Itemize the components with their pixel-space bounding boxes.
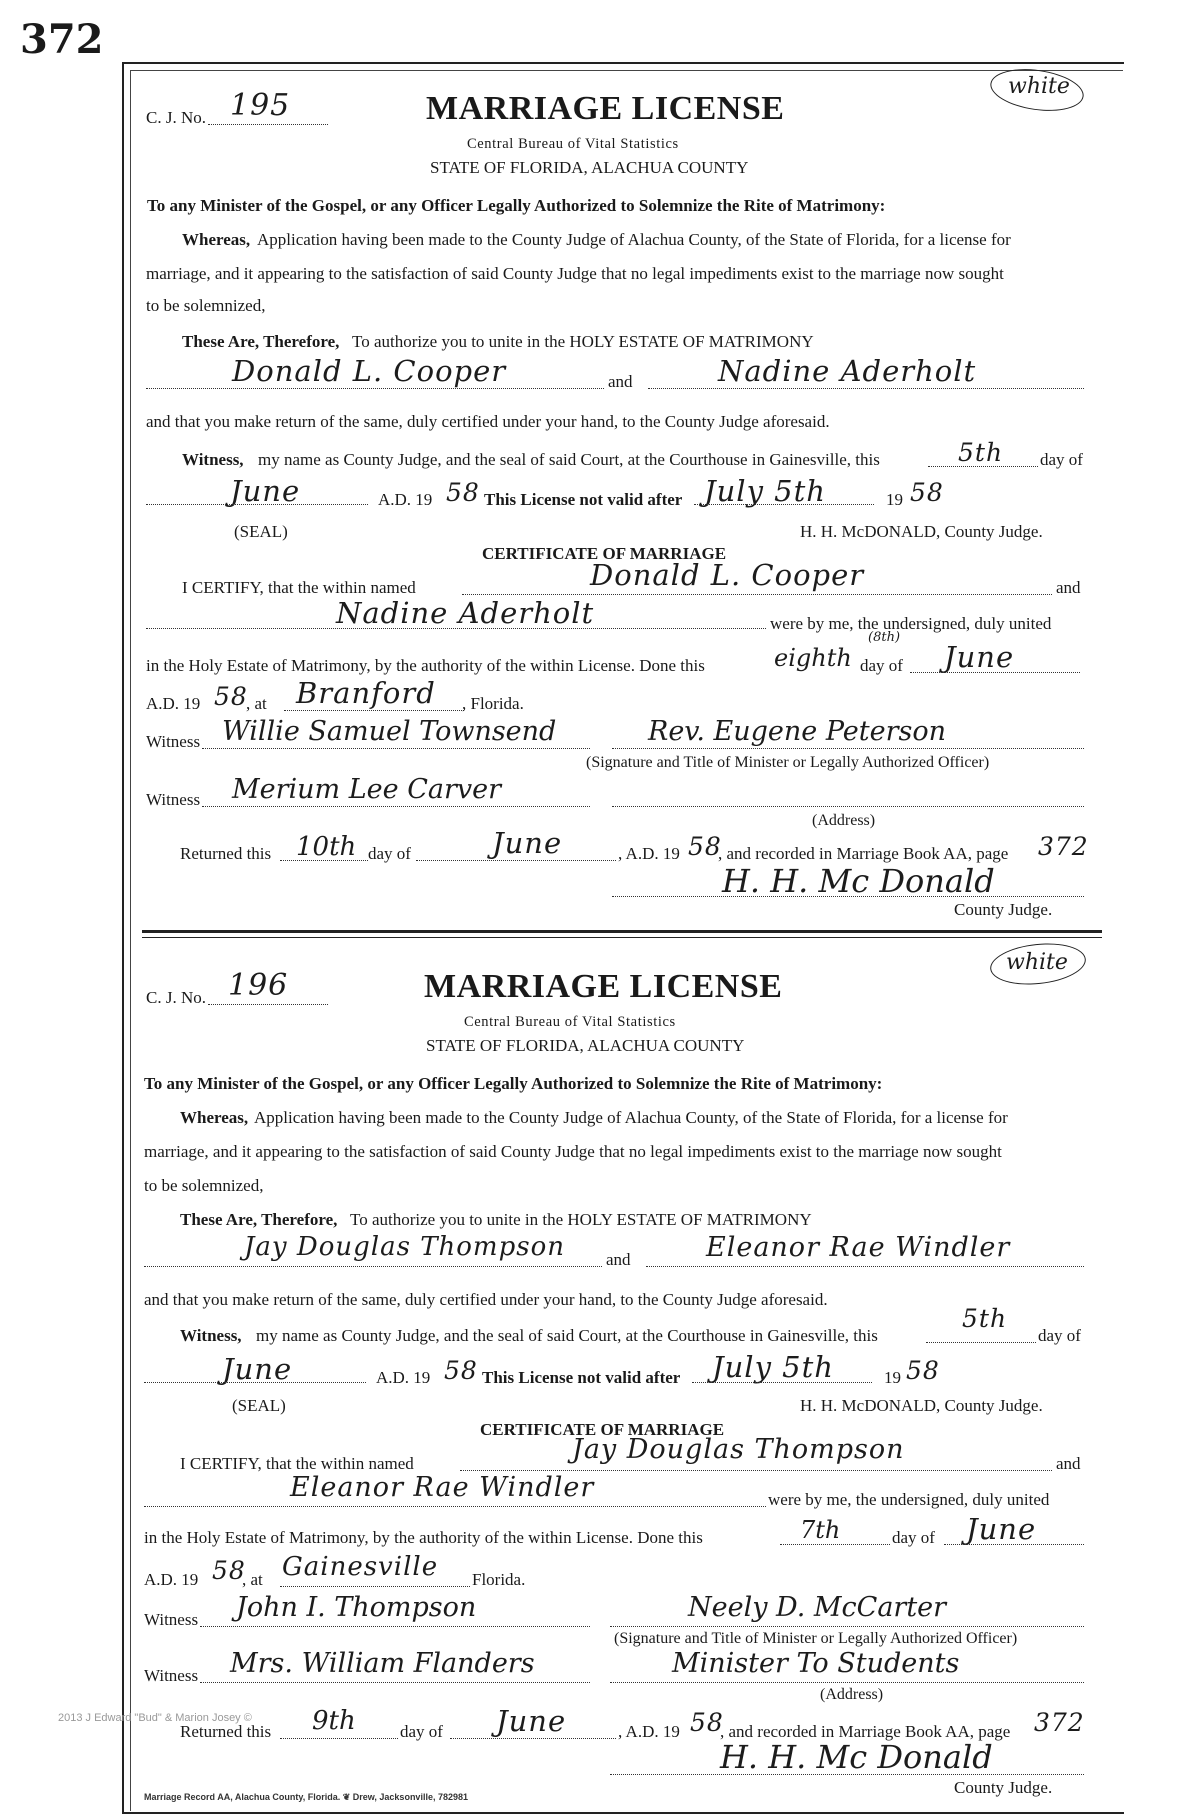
signature-title-label: (Signature and Title of Minister or Legally Authorized Officer) xyxy=(586,754,990,771)
issue-day: 5th xyxy=(958,438,1004,467)
done-day-note: (8th) xyxy=(868,630,901,645)
whereas-line-1: Application having been made to the County Judge of Alachua County, of the State of Florida, for a license for xyxy=(254,1108,1008,1127)
seal-label: (SEAL) xyxy=(232,1396,286,1415)
florida-word: Florida. xyxy=(472,1570,526,1589)
address-line: To any Minister of the Gospel, or any Officer Legally Authorized to Solemnize the Rite of Matrimony: xyxy=(147,196,886,215)
cert-groom: Donald L. Cooper xyxy=(590,558,865,592)
these-are-label: These Are, Therefore, xyxy=(180,1210,338,1229)
race-note: white xyxy=(1008,74,1070,99)
valid-year: 58 xyxy=(906,1356,940,1385)
address-label: (Address) xyxy=(820,1686,884,1703)
cert-and: and xyxy=(1056,1454,1081,1473)
were-by-me: were by me, the undersigned, duly united xyxy=(768,1490,1050,1509)
certificate-title: CERTIFICATE OF MARRIAGE xyxy=(482,544,727,563)
license-title: MARRIAGE LICENSE xyxy=(426,90,785,127)
witness-1-label: Witness xyxy=(146,732,201,751)
holy-estate-text: in the Holy Estate of Matrimony, by the authority of the within License. Done this xyxy=(144,1528,703,1547)
race-note-circle xyxy=(988,939,1088,989)
bureau-heading: Central Bureau of Vital Statistics xyxy=(464,1014,676,1030)
witness-bold: Witness, xyxy=(180,1326,242,1345)
returned-day: 10th xyxy=(296,832,357,862)
seal-label: (SEAL) xyxy=(234,522,288,541)
done-month: June xyxy=(966,1512,1037,1546)
returned-month: June xyxy=(496,1704,567,1738)
record-page: 372 xyxy=(1034,1708,1085,1737)
recorded-text: , and recorded in Marriage Book AA, page xyxy=(720,1722,1011,1741)
not-valid-label: This License not valid after xyxy=(482,1368,681,1387)
valid-year: 58 xyxy=(910,478,944,507)
returned-day-of: day of xyxy=(368,844,411,863)
issue-ad: A.D. 19 xyxy=(376,1368,431,1387)
groom-name: Jay Douglas Thompson xyxy=(244,1232,565,1262)
valid-until: July 5th xyxy=(704,474,826,508)
holy-estate-text: in the Holy Estate of Matrimony, by the authority of the within License. Done this xyxy=(146,656,705,675)
issue-day-of: day of xyxy=(1040,450,1083,469)
state-heading: STATE OF FLORIDA, ALACHUA COUNTY xyxy=(430,158,749,177)
returned-day-of: day of xyxy=(400,1722,443,1741)
certify-text: I CERTIFY, that the within named xyxy=(180,1454,414,1473)
issue-day-of: day of xyxy=(1038,1326,1081,1345)
valid-nineteen: 19 xyxy=(884,1368,901,1387)
were-by-me: were by me, the undersigned, duly united xyxy=(770,614,1052,633)
judge-name: H. H. McDONALD, County Judge. xyxy=(800,522,1043,541)
and-word: and xyxy=(608,372,633,391)
at-word: , at xyxy=(242,1570,263,1589)
race-note: white xyxy=(1006,950,1068,975)
witness-text: my name as County Judge, and the seal of said Court, at the Courthouse in Gainesville, this xyxy=(256,1326,878,1345)
witness-2-signature: Merium Lee Carver xyxy=(232,774,502,805)
cj-label: C. J. No. xyxy=(146,988,206,1007)
county-judge-label: County Judge. xyxy=(954,1778,1053,1797)
witness-2-label: Witness xyxy=(146,790,201,809)
license-title: MARRIAGE LICENSE xyxy=(424,968,783,1005)
witness-2-signature: Mrs. William Flanders xyxy=(230,1648,535,1679)
witness-1-label: Witness xyxy=(144,1610,199,1629)
done-ad: A.D. 19 xyxy=(144,1570,199,1589)
witness-2-label: Witness xyxy=(144,1666,199,1685)
judge-signature: H. H. Mc Donald xyxy=(720,1738,993,1776)
done-day-of: day of xyxy=(892,1528,935,1547)
signature-title-label: (Signature and Title of Minister or Legally Authorized Officer) xyxy=(614,1630,1018,1647)
whereas-line-3: to be solemnized, xyxy=(144,1176,264,1195)
witness-text: my name as County Judge, and the seal of said Court, at the Courthouse in Gainesville, this xyxy=(258,450,880,469)
done-day-of: day of xyxy=(860,656,903,675)
judge-name: H. H. McDONALD, County Judge. xyxy=(800,1396,1043,1415)
return-text: and that you make return of the same, duly certified under your hand, to the County Judge aforesaid. xyxy=(144,1290,828,1309)
valid-until: July 5th xyxy=(712,1350,834,1384)
recorded-text: , and recorded in Marriage Book AA, page xyxy=(718,844,1009,863)
marriage-place: Branford xyxy=(296,676,436,710)
returned-ad: , A.D. 19 xyxy=(618,844,680,863)
copyright-watermark: 2013 J Edward "Bud" & Marion Josey © xyxy=(58,1712,252,1724)
groom-name: Donald L. Cooper xyxy=(232,354,507,388)
bride-name: Nadine Aderholt xyxy=(718,354,977,388)
marriage-place: Gainesville xyxy=(282,1552,439,1582)
officer-signature: Neely D. McCarter xyxy=(688,1592,947,1623)
returned-year: 58 xyxy=(688,832,722,861)
certify-text: I CERTIFY, that the within named xyxy=(182,578,416,597)
address-line: To any Minister of the Gospel, or any Officer Legally Authorized to Solemnize the Rite of Matrimony: xyxy=(144,1074,883,1093)
issue-ad: A.D. 19 xyxy=(378,490,433,509)
state-heading: STATE OF FLORIDA, ALACHUA COUNTY xyxy=(426,1036,745,1055)
returned-label: Returned this xyxy=(180,1722,272,1741)
whereas-label: Whereas, xyxy=(182,230,251,249)
form-footer: Marriage Record AA, Alachua County, Florida. ❦ Drew, Jacksonville, 782981 xyxy=(144,1792,468,1802)
bride-name: Eleanor Rae Windler xyxy=(706,1232,1011,1263)
cj-number: 195 xyxy=(230,88,291,123)
cert-bride: Eleanor Rae Windler xyxy=(290,1472,595,1503)
not-valid-label: This License not valid after xyxy=(484,490,683,509)
these-are-text: To authorize you to unite in the HOLY ESTATE OF MATRIMONY xyxy=(350,1210,812,1229)
return-text: and that you make return of the same, duly certified under your hand, to the County Judge aforesaid. xyxy=(146,412,830,431)
cj-label: C. J. No. xyxy=(146,108,206,127)
at-word: , at xyxy=(246,694,267,713)
issue-month: June xyxy=(222,1352,293,1386)
issue-day: 5th xyxy=(962,1304,1008,1333)
these-are-text: To authorize you to unite in the HOLY ESTATE OF MATRIMONY xyxy=(352,332,814,351)
and-word: and xyxy=(606,1250,631,1269)
done-day: eighth xyxy=(774,644,852,672)
done-year: 58 xyxy=(214,682,248,711)
issue-month: June xyxy=(230,474,301,508)
witness-bold: Witness, xyxy=(182,450,244,469)
bureau-heading: Central Bureau of Vital Statistics xyxy=(467,136,679,152)
cert-and: and xyxy=(1056,578,1081,597)
cj-number: 196 xyxy=(228,968,289,1003)
page-number: 372 xyxy=(20,16,104,63)
whereas-line-2: marriage, and it appearing to the satisfaction of said County Judge that no legal impediments exist to the marriage now sought xyxy=(144,1142,1002,1161)
returned-month: June xyxy=(492,826,563,860)
witness-1-signature: Willie Samuel Townsend xyxy=(222,716,557,747)
judge-signature: H. H. Mc Donald xyxy=(722,862,995,900)
record-page: 372 xyxy=(1038,832,1089,861)
cert-bride: Nadine Aderholt xyxy=(336,596,595,630)
done-year: 58 xyxy=(212,1556,246,1585)
done-ad: A.D. 19 xyxy=(146,694,201,713)
returned-label: Returned this xyxy=(180,844,272,863)
whereas-label: Whereas, xyxy=(180,1108,249,1127)
done-month: June xyxy=(944,640,1015,674)
returned-year: 58 xyxy=(690,1708,724,1737)
address-label: (Address) xyxy=(812,812,876,829)
returned-ad: , A.D. 19 xyxy=(618,1722,680,1741)
these-are-label: These Are, Therefore, xyxy=(182,332,340,351)
cert-groom: Jay Douglas Thompson xyxy=(572,1434,905,1465)
done-day: 7th xyxy=(800,1516,841,1544)
county-judge-label: County Judge. xyxy=(954,900,1053,919)
officer-address: Minister To Students xyxy=(672,1648,960,1679)
whereas-line-3: to be solemnized, xyxy=(146,296,266,315)
florida-word: , Florida. xyxy=(462,694,524,713)
returned-day: 9th xyxy=(312,1706,356,1736)
valid-nineteen: 19 xyxy=(886,490,903,509)
issue-year: 58 xyxy=(446,478,480,507)
certificate-title: CERTIFICATE OF MARRIAGE xyxy=(480,1420,725,1439)
whereas-line-1: Application having been made to the County Judge of Alachua County, of the State of Florida, for a license for xyxy=(257,230,1011,249)
issue-year: 58 xyxy=(444,1356,478,1385)
officer-signature: Rev. Eugene Peterson xyxy=(648,716,947,747)
whereas-line-2: marriage, and it appearing to the satisfaction of said County Judge that no legal impediments exist to the marriage now sought xyxy=(146,264,1004,283)
witness-1-signature: John I. Thompson xyxy=(236,1592,477,1623)
